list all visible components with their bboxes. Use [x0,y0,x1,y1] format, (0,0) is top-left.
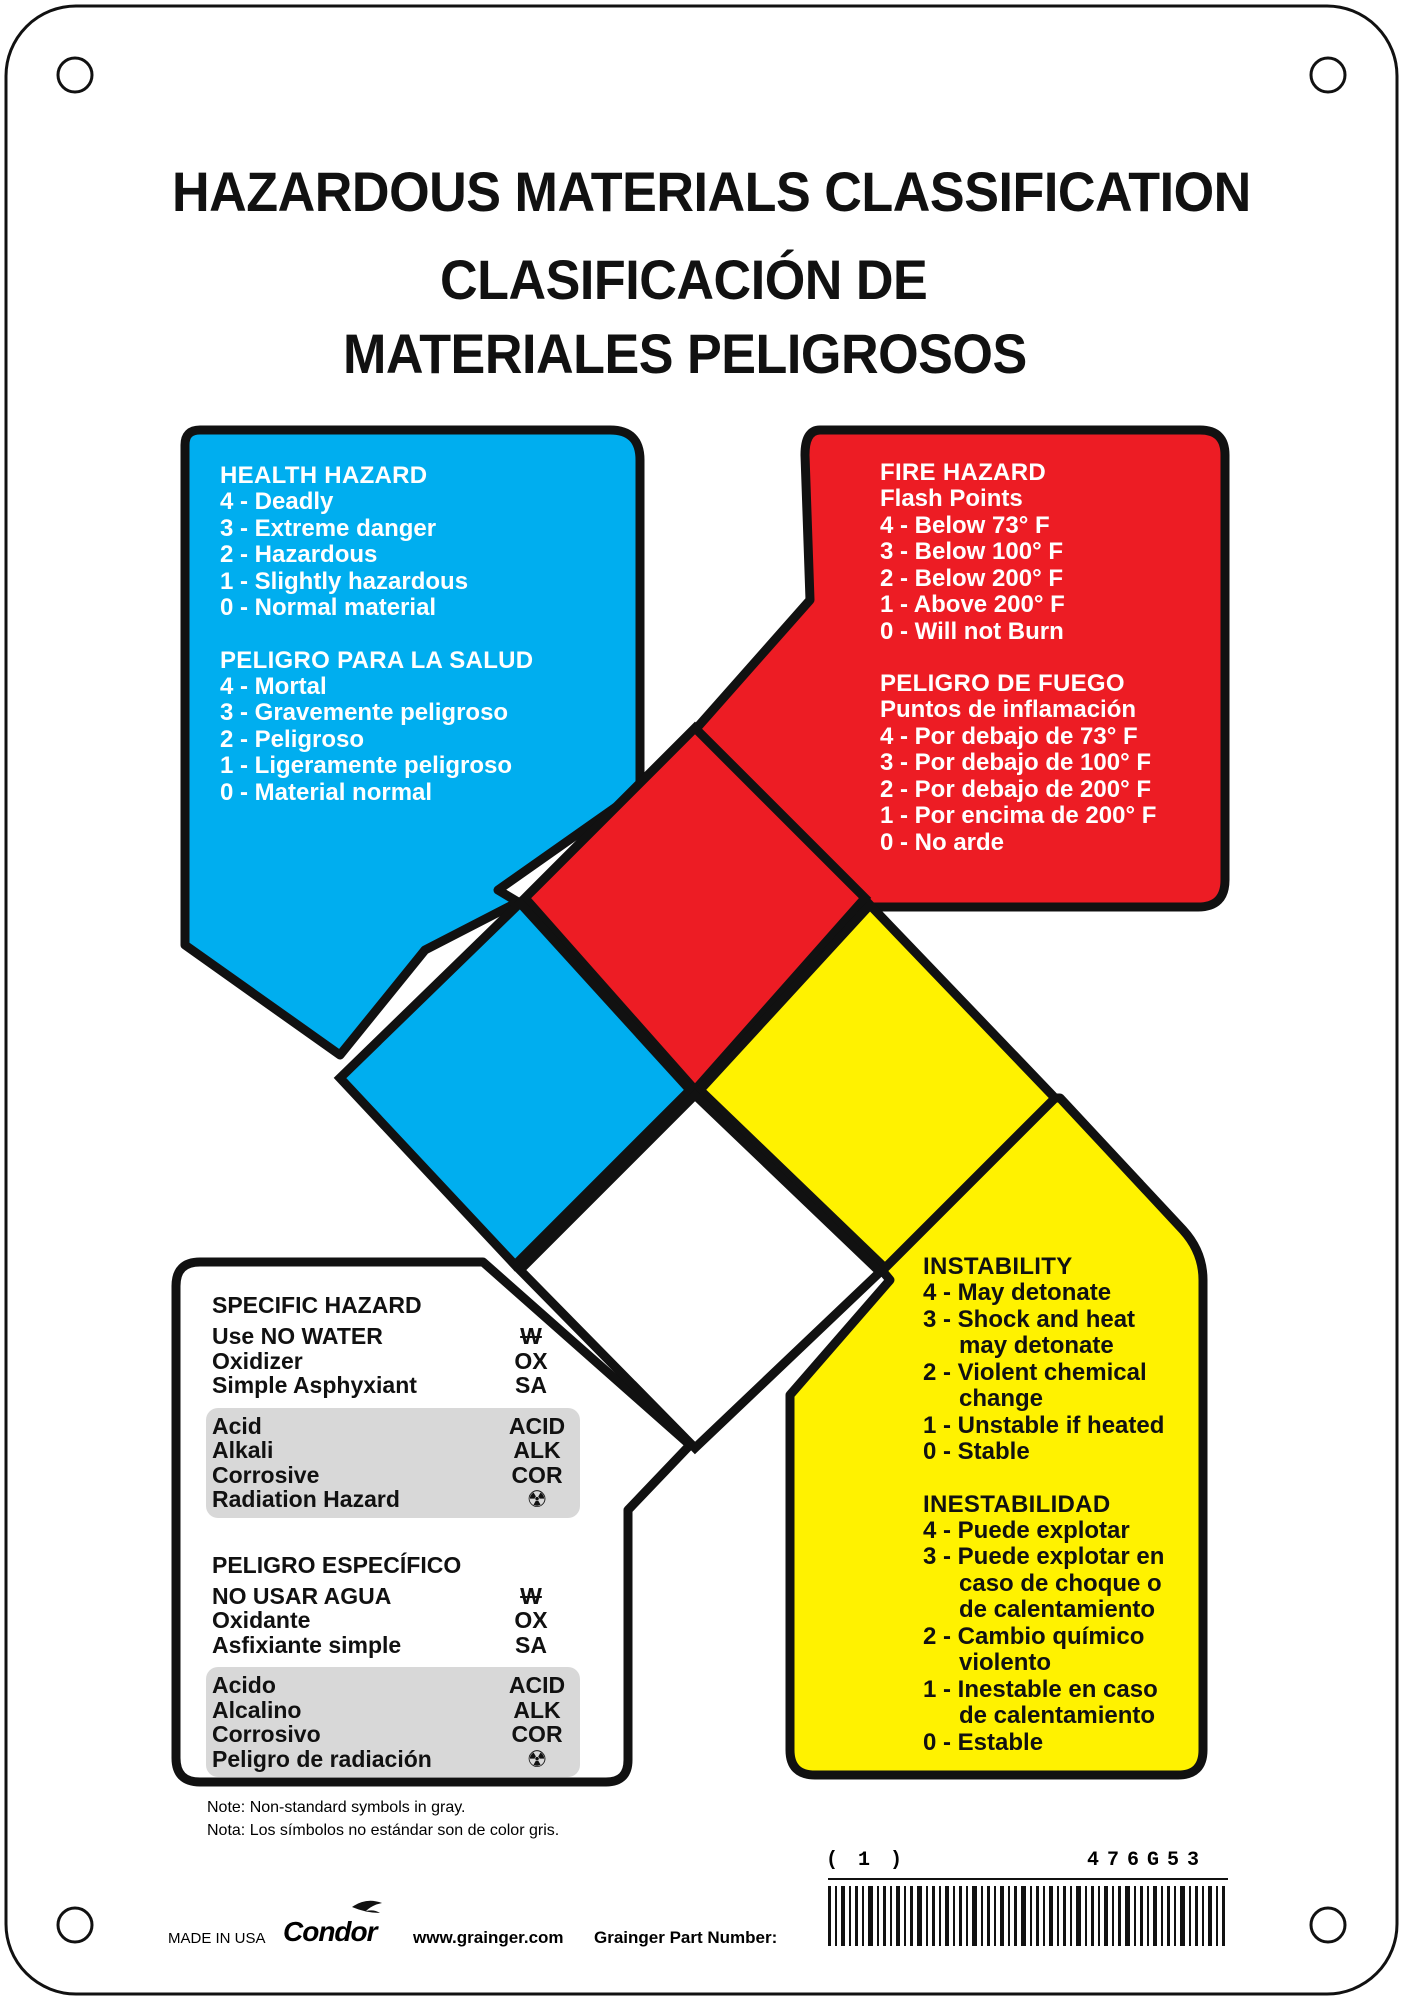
health-item: 0 - Normal material [220,594,437,621]
health-item: 4 - Deadly [220,488,334,515]
condor-brand: Condor [283,1916,377,1947]
fire-subheading-es: Puntos de inflamación [880,696,1137,723]
nonstandard-symbols-box-es [206,1667,580,1777]
radiation-icon: ☢ [526,1745,548,1772]
health-heading-es: PELIGRO PARA LA SALUD [220,646,534,674]
specific-row: NO USAR AGUA W [212,1584,566,1609]
specific-row: Alkali ALK [212,1437,561,1463]
instability-item-es: 3 - Puede explotar en [923,1543,1165,1570]
instability-item-es-cont: violento [959,1649,1052,1676]
no-water-symbol: W [520,1582,542,1609]
note-es: Nota: Los símbolos no estándar son de color gris. [207,1822,560,1839]
quantity: ( 1 ) [826,1849,907,1872]
mounting-hole-top-left [58,58,92,92]
website: www.grainger.com [413,1928,564,1947]
instability-item-cont: may detonate [959,1332,1114,1359]
health-item: 1 - Slightly hazardous [220,567,469,595]
title-es-line1: CLASIFICACIÓN DE [440,248,928,311]
specific-text [212,1292,572,1777]
fire-item-es: 4 - Por debajo de 73° F [880,722,1138,750]
part-number-label: Grainger Part Number: [594,1928,778,1947]
fire-item-es: 3 - Por debajo de 100° F [880,749,1152,776]
health-text [220,463,533,806]
specific-row: Corrosive COR [212,1461,563,1488]
instability-item-es: 2 - Cambio químico [923,1622,1145,1650]
nonstandard-symbols-box-en [206,1408,580,1518]
mounting-hole-top-right [1311,58,1345,92]
fire-text [880,460,1156,856]
specific-heading-es: PELIGRO ESPECÍFICO [212,1551,462,1578]
fire-heading-en: FIRE HAZARD [880,459,1046,486]
fire-subheading-en: Flash Points [880,485,1023,512]
instability-heading-es: INESTABILIDAD [923,1490,1111,1518]
instability-heading-en: INSTABILITY [923,1253,1073,1280]
specific-row: Acido ACID [212,1672,566,1698]
health-item-es: 0 - Material normal [220,778,433,806]
health-item-es: 3 - Gravemente peligroso [220,699,509,726]
instability-item-es: 1 - Inestable en caso [923,1675,1158,1703]
health-item-es: 4 - Mortal [220,672,327,700]
instability-item-es-cont: de calentamiento [959,1596,1156,1623]
instability-item-es-cont: de calentamiento [959,1702,1156,1729]
instability-item-es-cont: caso de choque o [959,1569,1162,1597]
health-item-es: 1 - Ligeramente peligroso [220,752,513,779]
specific-row: Use NO WATER W [212,1324,566,1349]
instability-item: 2 - Violent chemical [923,1358,1147,1386]
fire-item: 3 - Below 100° F [880,538,1063,565]
specific-row: Asfixiante simple SA [212,1631,547,1658]
mounting-hole-bottom-left [58,1908,92,1942]
part-number: 476G53 [1087,1849,1208,1872]
title-es-line2: MATERIALES PELIGROSOS [343,322,1027,385]
mounting-hole-bottom-right [1311,1908,1345,1942]
specific-row: Corrosivo COR [212,1721,563,1747]
specific-row: Peligro de radiación ☢ [212,1747,572,1772]
made-in-usa: MADE IN USA [168,1930,266,1947]
instability-item: 3 - Shock and heat [923,1305,1136,1333]
specific-row: Simple Asphyxiant SA [212,1372,547,1398]
note-en: Note: Non-standard symbols in gray. [207,1799,466,1816]
fire-item: 4 - Below 73° F [880,511,1050,539]
health-item: 2 - Hazardous [220,541,378,568]
specific-row: Alcalino ALK [212,1696,561,1723]
instability-item-cont: change [959,1385,1044,1412]
health-item-es: 2 - Peligroso [220,725,365,753]
fire-item: 0 - Will not Burn [880,617,1064,645]
title-en: HAZARDOUS MATERIALS CLASSIFICATION [172,160,1251,223]
specific-row: Oxidizer OX [212,1347,548,1374]
specific-heading-en: SPECIFIC HAZARD [212,1292,422,1318]
specific-row: Radiation Hazard ☢ [212,1487,572,1512]
instability-item-es: 4 - Puede explotar [923,1516,1130,1544]
instability-item-es: 0 - Estable [923,1728,1044,1756]
health-heading-en: HEALTH HAZARD [220,462,428,489]
specific-row: Oxidante OX [212,1607,548,1633]
specific-row: Acid ACID [212,1412,566,1439]
instability-item: 4 - May detonate [923,1279,1112,1306]
fire-item-es: 2 - Por debajo de 200° F [880,775,1152,803]
no-water-symbol: W [520,1323,542,1349]
radiation-icon: ☢ [526,1486,548,1512]
instability-item: 0 - Stable [923,1438,1030,1465]
fire-item: 2 - Below 200° F [880,564,1063,592]
instability-text [923,1254,1164,1756]
fire-item: 1 - Above 200° F [880,591,1065,618]
instability-item: 1 - Unstable if heated [923,1411,1165,1439]
fire-heading-es: PELIGRO DE FUEGO [880,670,1125,697]
fire-item-es: 1 - Por encima de 200° F [880,802,1157,829]
fire-item-es: 0 - No arde [880,828,1005,856]
health-item: 3 - Extreme danger [220,514,437,542]
